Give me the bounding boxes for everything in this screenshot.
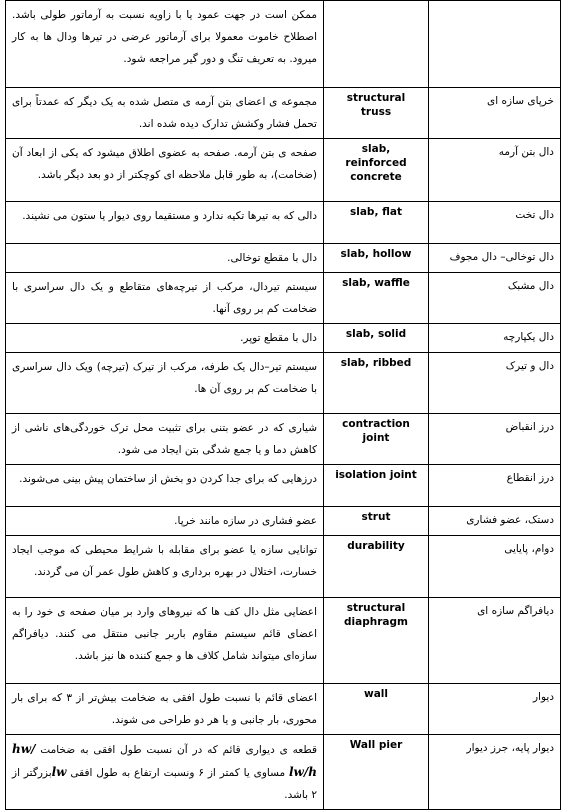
english-term-cell: structural diaphragm	[324, 598, 429, 684]
english-term-cell: slab, ribbed	[324, 353, 429, 414]
table-row	[6, 244, 561, 273]
english-term-cell: strut	[324, 507, 429, 536]
definition-cell: دال با مقطع توخالی.	[6, 244, 324, 273]
persian-term-cell	[429, 1, 561, 88]
table-row	[6, 139, 561, 202]
definition-cell: توانایی سازه یا عضو برای مقابله با شرایط محیطی که موجب ایجاد خسارت، اختلال در بهره برداری و کاهش طول عمر آن می گردند.	[6, 536, 324, 598]
table-row	[6, 88, 561, 139]
definition-cell: دالی که به تیرها تکیه ندارد و مستقیما روی دیوار یا ستون می نشیند.	[6, 202, 324, 244]
table-row	[6, 507, 561, 536]
persian-term-cell: درز انقطاع	[429, 465, 561, 507]
table-row	[6, 684, 561, 735]
ratio-formula: lw	[51, 765, 67, 779]
table-row	[6, 1, 561, 88]
table-row	[6, 353, 561, 414]
definition-cell: مجموعه ی اعضای بتن آرمه ی متصل شده به یک دیگر که عمدتاً برای تحمل فشار وکشش تدارک دیده شده اند.	[6, 88, 324, 139]
definition-cell: اعضایی مثل دال کف ها که نیروهای وارد بر میان صفحه ی خود را به اعضای قائم سیستم مقاوم باربر جانبی منتقل می کنند. دیافراگم سازه‌ای میتواند شامل کلاف ها و جمع کننده ها نیز باشد.	[6, 598, 324, 684]
definition-text: قطعه ی دیواری قائم که در آن نسبت طول افقی به ضخامت	[40, 744, 317, 756]
persian-term-cell: دیافراگم سازه ای	[429, 598, 561, 684]
table-row	[6, 536, 561, 598]
persian-term-cell: دال مشبک	[429, 273, 561, 324]
persian-term-cell: دال بتن آرمه	[429, 139, 561, 202]
english-term-cell: durability	[324, 536, 429, 598]
english-term-cell: structural truss	[324, 88, 429, 139]
glossary-table	[5, 0, 561, 810]
definition-cell: ممکن است در جهت عمود یا با زاویه نسبت به آرماتور طولی باشد. اصطلاح خاموت معمولا برای آرماتور عرضی در تیرها ودال ها به کار میرود. به تعریف تنگ و دور گیر مراجعه شود.	[6, 1, 324, 88]
definition-cell	[6, 735, 324, 810]
persian-term-cell: دال تخت	[429, 202, 561, 244]
persian-term-cell: دیوار پایه، جرز دیوار	[429, 735, 561, 810]
persian-term-cell: دال توخالی– دال مجوف	[429, 244, 561, 273]
definition-text: مساوی یا کمتر از ۶ ونسبت ارتفاع به طول افقی	[70, 767, 286, 779]
table-row	[6, 735, 561, 810]
english-term-cell: contraction joint	[324, 414, 429, 465]
table-row	[6, 414, 561, 465]
table-row	[6, 273, 561, 324]
english-term-cell: slab, flat	[324, 202, 429, 244]
table-row	[6, 465, 561, 507]
definition-cell: دال با مقطع توپر.	[6, 324, 324, 353]
english-term-cell: slab, solid	[324, 324, 429, 353]
persian-term-cell: دال و تیرک	[429, 353, 561, 414]
persian-term-cell: دال یکپارچه	[429, 324, 561, 353]
persian-term-cell: درز انقباض	[429, 414, 561, 465]
ratio-formula: hw/ lw/h	[12, 742, 317, 779]
english-term-cell: isolation joint	[324, 465, 429, 507]
definition-cell: سیستم تیردال، مرکب از تیرچه‌های متقاطع و یک دال سراسری با ضخامت کم بر روی آنها.	[6, 273, 324, 324]
english-term-cell: slab, hollow	[324, 244, 429, 273]
definition-cell: صفحه ی بتن آرمه. صفحه به عضوی اطلاق میشود که یکی از ابعاد آن (ضخامت)، به طور قابل ملاحظه ای کوچکتر از دو بعد دیگر باشد.	[6, 139, 324, 202]
english-term-cell	[324, 1, 429, 88]
definition-text: بزرگتر از ۲ باشد.	[12, 767, 317, 801]
persian-term-cell: دوام، پایایی	[429, 536, 561, 598]
persian-term-cell: دیوار	[429, 684, 561, 735]
persian-term-cell: خرپای سازه ای	[429, 88, 561, 139]
table-row	[6, 202, 561, 244]
english-term-cell: slab, reinforced concrete	[324, 139, 429, 202]
definition-cell: شیاری که در عضو بتنی برای تثبیت محل ترک خوردگی‌های ناشی از کاهش دما و یا جمع شدگی بتن ایجاد می شود.	[6, 414, 324, 465]
definition-cell: درزهایی که برای جدا کردن دو بخش از ساختمان پیش بینی می‌شوند.	[6, 465, 324, 507]
english-term-cell: wall	[324, 684, 429, 735]
english-term-cell: Wall pier	[324, 735, 429, 810]
definition-cell: عضو فشاری در سازه مانند خرپا.	[6, 507, 324, 536]
definition-cell: اعضای قائم با نسبت طول افقی به ضخامت بیش‌تر از ۳ که برای بار محوری، بار جانبی و یا هر دو طراحی می شوند.	[6, 684, 324, 735]
definition-cell: سیستم تیر–دال یک طرفه، مرکب از تیرک (تیرچه) ویک دال سراسری با ضخامت کم بر روی آن ها.	[6, 353, 324, 414]
table-row	[6, 324, 561, 353]
table-row	[6, 598, 561, 684]
english-term-cell: slab, waffle	[324, 273, 429, 324]
persian-term-cell: دستک، عضو فشاری	[429, 507, 561, 536]
